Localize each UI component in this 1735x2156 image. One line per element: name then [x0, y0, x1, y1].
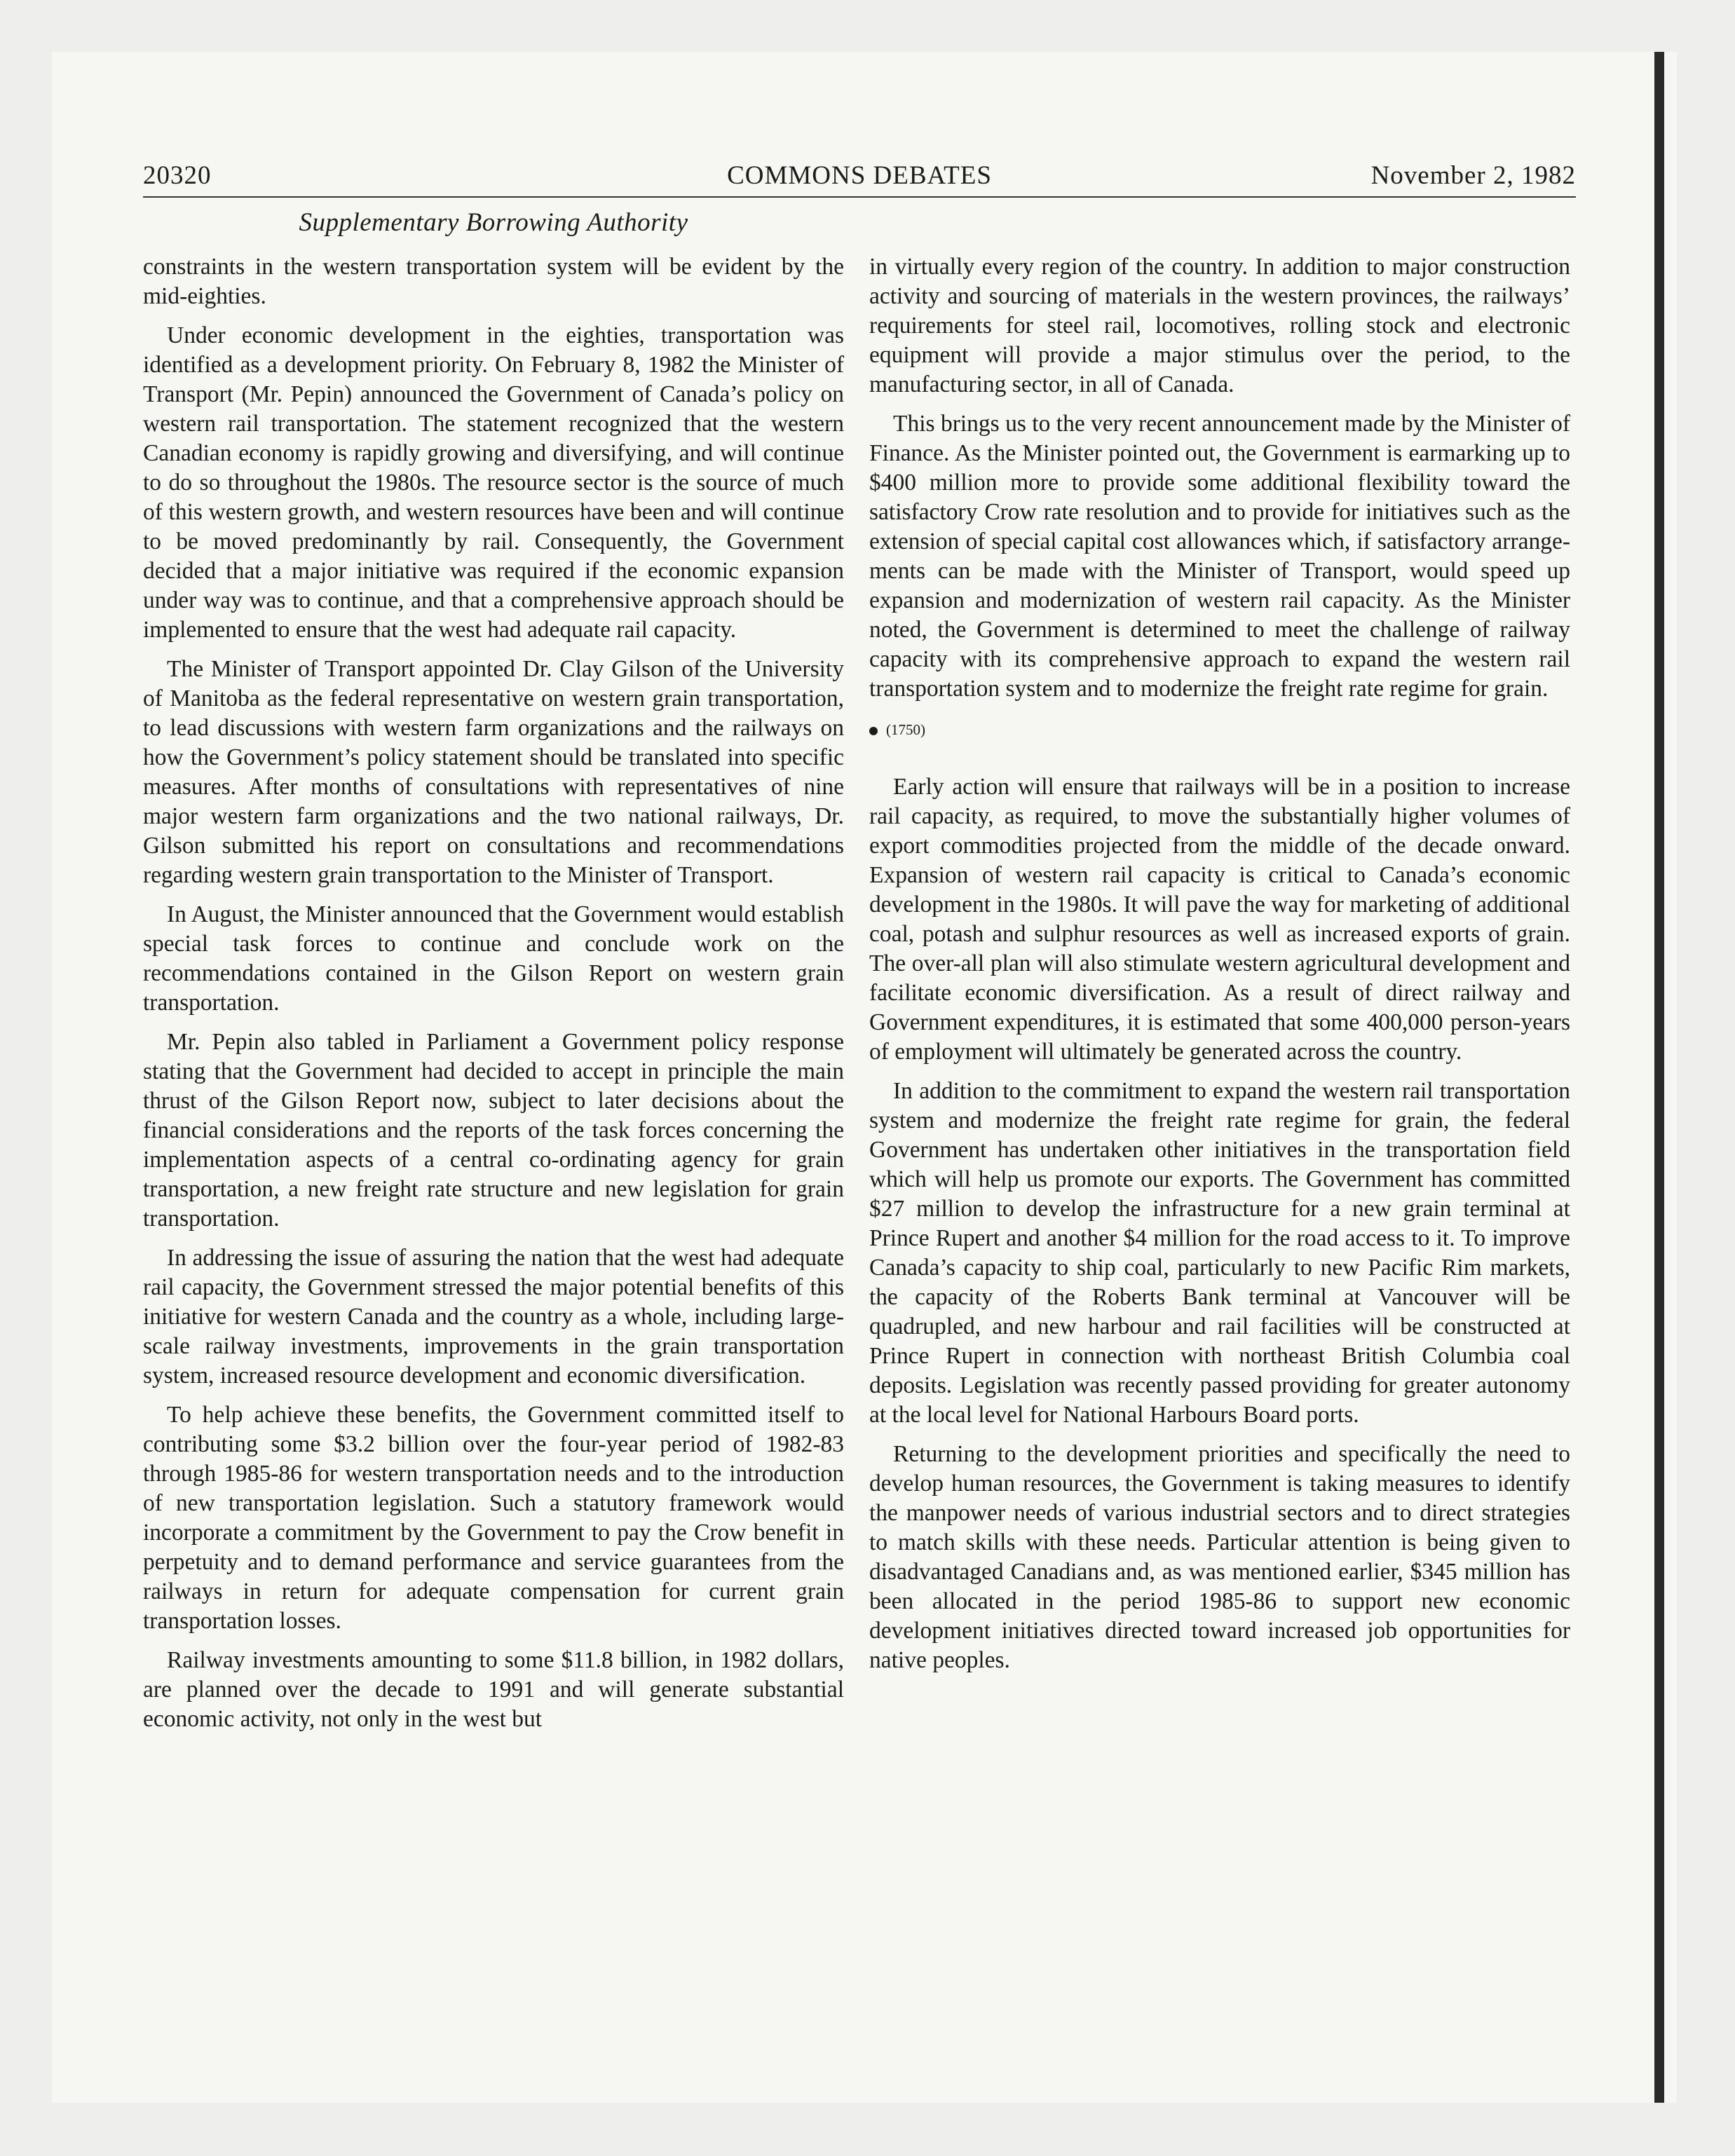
paragraph: Early action will ensure that railways will be in a position to increase rail capacity, as required, to move the substantially higher volumes of export commodities projected from the middle of the decade onward. Expansion of western rail capacity is critical to Canada’s economic development in the 1980s. It will pave the way for marketing of additional coal, potash and sulphur resources as well as increased exports of grain. The over-all plan will also stimulate western agricultural development and facilitate economic diversification. As a result of direct railway and Government expenditures, it is estimated that some 400,000 person-years of employment will ultimately be generated across the country. — [869, 774, 1570, 1065]
scan-edge-shadow — [1654, 52, 1664, 2103]
paragraph: To help achieve these benefits, the Government committed itself to contributing some $3.2 billion over the four-year period of 1982-83 through 1985-86 for western transportation needs and to the introduction of new transportation legislation. Such a statutory framework would incorporate a commitment by the Government to pay the Crow benefit in perpetuity and to demand performance and service guarantees from the railways in return for adequate compensation for current grain transportation losses. — [143, 1402, 844, 1634]
paragraph: Mr. Pepin also tabled in Parliament a Government policy response stating that the Government had decided to accept in principle the main thrust of the Gilson Report now, subject to later decisions about the financial considerations and the reports of the task forces concerning the implementation aspects of a central co-ordinating agency for grain transportation, a new freight rate structure and new legislation for grain transportation. — [143, 1029, 844, 1231]
paragraph: This brings us to the very recent announcement made by the Minister of Finance. As the Minister pointed out, the Government is earmarking up to $400 million more to provide some additional flexibility toward the satisfactory Crow rate resolution and to provide for initiatives such as the extension of special capital cost allowances which, if satisfactory arrangements can be made with the Minister of Transport, would speed up expansion and modernization of western rail capacity. As the Minister noted, the Government is determined to meet the challenge of railway capacity with its comprehensive approach to expand the western rail transportation system and to modernize the freight rate regime for grain. — [869, 411, 1570, 702]
bullet-icon — [869, 727, 878, 735]
paragraph: In addition to the commitment to expand the western rail transportation system and modernize the freight rate regime for grain, the federal Government has undertaken other initiatives in the transportation field which will help us promote our exports. The Government has committed $27 million to develop the infrastructure for a new grain terminal at Prince Rupert and another $4 million for the road access to it. To improve Canada’s capacity to ship coal, particularly to new Pacific Rim markets, the capacity of the Roberts Bank terminal at Vancouver will be quadrupled, and new harbour and rail facilities will be constructed at Prince Rupert in connection with northeast British Columbia coal deposits. Legislation was recently passed providing for greater autonomy at the local level for National Harbours Board ports. — [869, 1078, 1570, 1428]
paragraph: constraints in the western transportation system will be evident by the mid-eighties. — [143, 254, 844, 309]
running-head — [143, 158, 1576, 193]
page-date: November 2, 1982 — [1370, 161, 1576, 190]
left-column — [143, 252, 844, 1744]
paragraph: Under economic development in the eighties, transportation was identified as a development priority. On February 8, 1982 the Minister of Transport (Mr. Pepin) announced the Government of Canada’s policy on western rail transportation. The statement recognized that the western Canadian economy is rapidly growing and diversifying, and will continue to do so throughout the 1980s. The resource sector is the source of much of this western growth, and western resources have been and will continue to be moved predominantly by rail. Consequently, the Government decided that a major initiative was required if the economic expansion under way was to continue, and that a comprehensive approach should be implemented to ensure that the west had adequate rail capacity. — [143, 322, 844, 643]
publication-title: COMMONS DEBATES — [727, 161, 992, 190]
paragraph: In August, the Minister announced that the Government would establish special task forces to continue and conclude work on the recommendations contained in the Gilson Report on western grain transportation. — [143, 901, 844, 1016]
paragraph: Returning to the development priorities and specifically the need to develop human resources, the Government is taking measures to identify the manpower needs of various industrial sectors and to direct strategies to match skills with these needs. Particular attention is being given to disadvantaged Canadians and, as was mentioned earlier, $345 million has been allocated in the period 1985-86 to support new economic development initiatives directed toward increased job opportunities for native peoples. — [869, 1441, 1570, 1673]
paragraph: Railway investments amounting to some $11.8 billion, in 1982 dollars, are planned over the decade to 1991 and will generate substantial economic activity, not only in the west but — [143, 1647, 844, 1732]
right-column — [869, 252, 1570, 1685]
section-title: Supplementary Borrowing Authority — [299, 208, 688, 237]
paragraph: The Minister of Transport appointed Dr. Clay Gilson of the University of Manitoba as the federal representative on western grain transportation, to lead discussions with western farm organizations and the railways on how the Government’s policy statement should be translated into specific measures. After months of consultations with representatives of nine major western farm organizations and the two national railways, Dr. Gilson submitted his report on consultations and recommendations regarding western grain transportation to the Minister of Transport. — [143, 656, 844, 888]
time-marker-label: (1750) — [886, 721, 925, 738]
paragraph: in virtually every region of the country. In addition to major construction activity and sourcing of materials in the western provinces, the railways’ requirements for steel rail, locomotives, rolling stock and electronic equipment will provide a major stimulus over the period, to the manufacturing sector, in all of Canada. — [869, 254, 1570, 397]
page-number: 20320 — [143, 161, 212, 190]
header-rule — [143, 196, 1576, 198]
paragraph: In addressing the issue of assuring the nation that the west had adequate rail capacity, the Government stressed the major potential benefits of this initiative for western Canada and the country as a whole, including large-scale railway investments, improvements in the grain transportation system, increased resource development and economic diversification. — [143, 1245, 844, 1389]
time-marker — [869, 719, 1570, 740]
